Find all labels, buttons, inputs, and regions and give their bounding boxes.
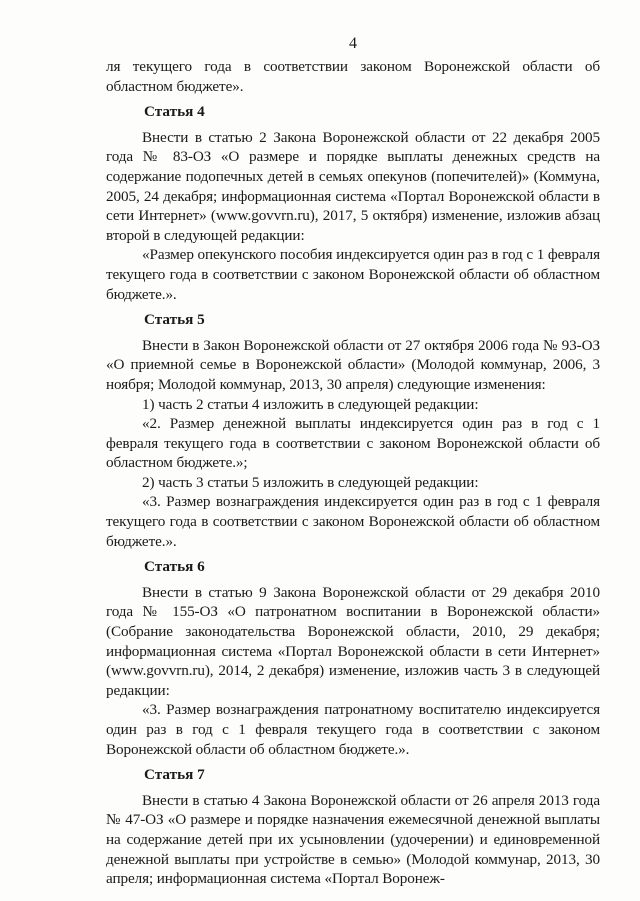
paragraph: «3. Размер вознаграждения патронатному воспитателю индексируется один раз в год с 1 февраля текущего года в соответствии с законом Воронежской области об областном бюджете.». — [106, 701, 600, 758]
paragraph: Внести в статью 2 Закона Воронежской области от 22 декабря 2005 года № 83-ОЗ «О размере и порядке выплаты денежных средств на содержание подопечных детей в семьях опекунов (попечителей)» (Коммуна, 2005, 24 декабря; информационная система «Портал Воронежской области в сети Интернет» (www.govvrn.ru), 2017, 5 октября) изменение, изложив абзац второй в следующей редакции: — [106, 128, 600, 244]
article-heading: Статья 6 — [144, 558, 205, 576]
paragraph: 1) часть 2 статьи 4 изложить в следующей редакции: — [142, 395, 479, 413]
article-heading: Статья 7 — [144, 766, 205, 784]
paragraph: Внести в статью 9 Закона Воронежской области от 29 декабря 2010 года № 155-ОЗ «О патронатном воспитании в Воронежской области» (Собрание законодательства Воронежской области, 2010, 29 декабря; информационная система «Портал Воронежской области в сети Интернет» (www.govvrn.ru), 2014, 2 декабря) изменение, изложив часть 3 в следующей редакции: — [106, 583, 600, 699]
article-heading: Статья 4 — [144, 103, 205, 121]
page-number: 4 — [349, 35, 357, 52]
paragraph: 2) часть 3 статьи 5 изложить в следующей редакции: — [142, 473, 479, 491]
paragraph: «Размер опекунского пособия индексируется один раз в год с 1 февраля текущего года в соответствии с законом Воронежской области об областном бюджете.». — [106, 246, 600, 303]
paragraph: ля текущего года в соответствии законом Воронежской области об областном бюджете». — [106, 58, 600, 95]
article-heading: Статья 5 — [144, 311, 205, 329]
paragraph: Внести в Закон Воронежской области от 27 октября 2006 года № 93-ОЗ «О приемной семье в Воронежской области» (Молодой коммунар, 2006, 3 ноября; Молодой коммунар, 2013, 30 апреля) следующие изменения: — [106, 336, 600, 393]
paragraph: «2. Размер денежной выплаты индексируется один раз в год с 1 февраля текущего года в соответствии с законом Воронежской области об областном бюджете.»; — [106, 415, 600, 472]
paragraph: «3. Размер вознаграждения индексируется один раз в год с 1 февраля текущего года в соответствии с законом Воронежской области об областном бюджете.». — [106, 493, 600, 550]
paragraph: Внести в статью 4 Закона Воронежской области от 26 апреля 2013 года № 47-ОЗ «О размере и порядке назначения ежемесячной денежной выплаты на содержание детей при их усыновлении (удочерении) и единовременной денежной выплаты при устройстве в семью» (Молодой коммунар, 2013, 30 апреля; информационная система «Портал Воронеж- — [106, 791, 600, 888]
